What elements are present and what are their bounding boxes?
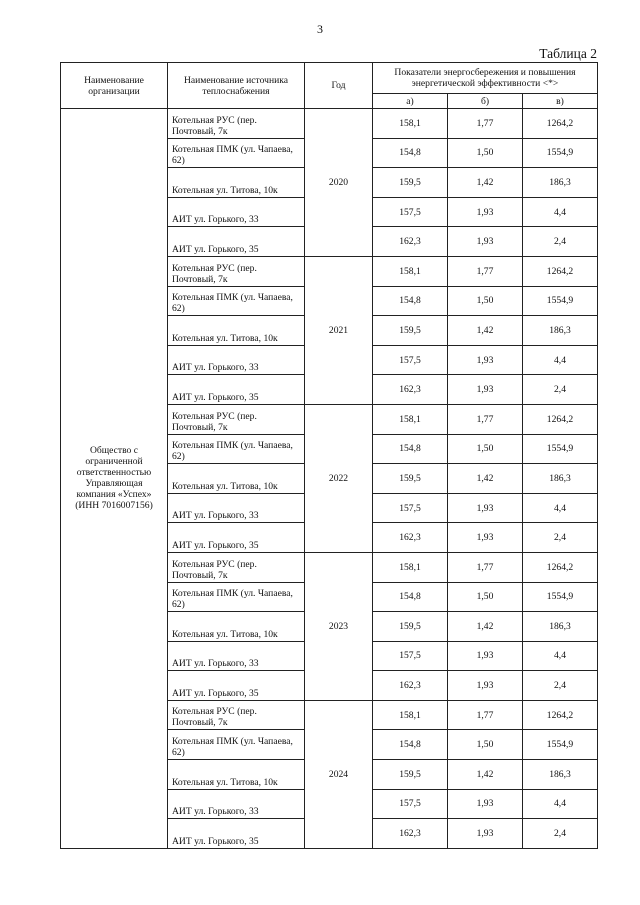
indicator-a-value: 154,8 <box>373 730 448 760</box>
indicator-b-value: 1,42 <box>448 612 523 642</box>
heat-source-name: Котельная ул. Титова, 10к <box>168 760 305 790</box>
heat-source-name: Котельная ПМК (ул. Чапаева, 62) <box>168 286 305 316</box>
heat-source-name: АИТ ул. Горького, 35 <box>168 671 305 701</box>
organization-name: Общество с ограниченной ответственностью Управляющая компания «Успех» (ИНН 7016007156) <box>61 109 168 849</box>
indicator-c-value: 4,4 <box>523 493 598 523</box>
year-cell: 2023 <box>305 552 373 700</box>
table-body <box>61 109 598 849</box>
heat-source-name: Котельная ул. Титова, 10к <box>168 612 305 642</box>
indicator-c-value: 2,4 <box>523 523 598 553</box>
indicator-b-value: 1,42 <box>448 464 523 494</box>
heat-source-name: Котельная ул. Титова, 10к <box>168 464 305 494</box>
indicator-b-value: 1,42 <box>448 316 523 346</box>
indicator-a-value: 154,8 <box>373 286 448 316</box>
year-cell: 2021 <box>305 256 373 404</box>
indicator-b-value: 1,50 <box>448 730 523 760</box>
heat-source-name: Котельная ПМК (ул. Чапаева, 62) <box>168 582 305 612</box>
indicator-c-value: 2,4 <box>523 375 598 405</box>
indicator-c-value: 1264,2 <box>523 256 598 286</box>
indicator-c-value: 186,3 <box>523 612 598 642</box>
indicator-b-value: 1,93 <box>448 789 523 819</box>
indicator-a-value: 162,3 <box>373 375 448 405</box>
indicator-a-value: 159,5 <box>373 464 448 494</box>
indicator-a-value: 159,5 <box>373 612 448 642</box>
indicator-b-value: 1,77 <box>448 256 523 286</box>
indicator-b-value: 1,50 <box>448 582 523 612</box>
indicator-c-value: 4,4 <box>523 197 598 227</box>
heat-source-name: Котельная ул. Титова, 10к <box>168 316 305 346</box>
heat-source-name: Котельная ПМК (ул. Чапаева, 62) <box>168 138 305 168</box>
indicator-b-value: 1,93 <box>448 819 523 849</box>
heat-source-name: Котельная ул. Титова, 10к <box>168 168 305 198</box>
indicator-c-value: 1554,9 <box>523 138 598 168</box>
indicator-b-value: 1,77 <box>448 109 523 139</box>
page-number: 3 <box>317 22 323 36</box>
indicator-c-value: 2,4 <box>523 671 598 701</box>
indicator-b-value: 1,50 <box>448 434 523 464</box>
indicator-a-value: 158,1 <box>373 552 448 582</box>
indicator-b-value: 1,93 <box>448 375 523 405</box>
indicator-c-value: 1264,2 <box>523 700 598 730</box>
indicator-b-value: 1,93 <box>448 197 523 227</box>
indicator-c-value: 1264,2 <box>523 404 598 434</box>
indicator-b-value: 1,93 <box>448 671 523 701</box>
heat-source-name: Котельная РУС (пер. Почтовый, 7к <box>168 404 305 434</box>
indicator-c-value: 4,4 <box>523 789 598 819</box>
indicator-a-value: 154,8 <box>373 582 448 612</box>
indicator-a-value: 158,1 <box>373 256 448 286</box>
year-cell: 2022 <box>305 404 373 552</box>
indicator-a-value: 159,5 <box>373 168 448 198</box>
indicator-a-value: 157,5 <box>373 197 448 227</box>
header-year: Год <box>305 63 373 109</box>
heat-source-name: АИТ ул. Горького, 33 <box>168 789 305 819</box>
indicator-a-value: 162,3 <box>373 523 448 553</box>
indicator-a-value: 157,5 <box>373 789 448 819</box>
indicator-b-value: 1,42 <box>448 760 523 790</box>
indicator-b-value: 1,77 <box>448 700 523 730</box>
indicator-c-value: 1264,2 <box>523 552 598 582</box>
indicator-c-value: 2,4 <box>523 227 598 257</box>
heat-source-name: Котельная РУС (пер. Почтовый, 7к <box>168 700 305 730</box>
table-caption: Таблица 2 <box>539 46 597 61</box>
indicator-a-value: 158,1 <box>373 109 448 139</box>
header-indicators: Показатели энергосбережения и повышения энергетической эффективности <*> <box>373 63 598 94</box>
indicator-c-value: 1554,9 <box>523 730 598 760</box>
indicator-c-value: 186,3 <box>523 168 598 198</box>
year-cell: 2024 <box>305 700 373 848</box>
indicator-a-value: 159,5 <box>373 760 448 790</box>
heat-source-name: АИТ ул. Горького, 35 <box>168 819 305 849</box>
heat-source-name: Котельная ПМК (ул. Чапаева, 62) <box>168 730 305 760</box>
indicator-c-value: 186,3 <box>523 760 598 790</box>
heat-source-name: Котельная РУС (пер. Почтовый, 7к <box>168 109 305 139</box>
indicator-a-value: 158,1 <box>373 404 448 434</box>
energy-efficiency-table <box>60 62 598 849</box>
indicator-a-value: 162,3 <box>373 227 448 257</box>
indicator-b-value: 1,93 <box>448 345 523 375</box>
indicator-c-value: 186,3 <box>523 316 598 346</box>
indicator-a-value: 158,1 <box>373 700 448 730</box>
subheader-c: в) <box>523 94 598 109</box>
heat-source-name: АИТ ул. Горького, 35 <box>168 375 305 405</box>
indicator-a-value: 154,8 <box>373 434 448 464</box>
heat-source-name: Котельная РУС (пер. Почтовый, 7к <box>168 552 305 582</box>
indicator-b-value: 1,93 <box>448 523 523 553</box>
heat-source-name: Котельная РУС (пер. Почтовый, 7к <box>168 256 305 286</box>
indicator-b-value: 1,77 <box>448 404 523 434</box>
subheader-b: б) <box>448 94 523 109</box>
header-organization: Наименование организации <box>61 63 168 109</box>
heat-source-name: АИТ ул. Горького, 33 <box>168 493 305 523</box>
indicator-b-value: 1,77 <box>448 552 523 582</box>
indicator-a-value: 157,5 <box>373 345 448 375</box>
indicator-a-value: 159,5 <box>373 316 448 346</box>
heat-source-name: АИТ ул. Горького, 35 <box>168 227 305 257</box>
indicator-a-value: 157,5 <box>373 493 448 523</box>
indicator-b-value: 1,50 <box>448 286 523 316</box>
indicator-a-value: 162,3 <box>373 671 448 701</box>
indicator-a-value: 162,3 <box>373 819 448 849</box>
heat-source-name: АИТ ул. Горького, 33 <box>168 197 305 227</box>
indicator-b-value: 1,93 <box>448 493 523 523</box>
table-row <box>61 109 598 139</box>
heat-source-name: АИТ ул. Горького, 33 <box>168 345 305 375</box>
indicator-c-value: 1554,9 <box>523 434 598 464</box>
indicator-c-value: 2,4 <box>523 819 598 849</box>
indicator-a-value: 157,5 <box>373 641 448 671</box>
header-source: Наименование источника теплоснабжения <box>168 63 305 109</box>
indicator-b-value: 1,42 <box>448 168 523 198</box>
indicator-c-value: 186,3 <box>523 464 598 494</box>
heat-source-name: Котельная ПМК (ул. Чапаева, 62) <box>168 434 305 464</box>
indicator-c-value: 1554,9 <box>523 582 598 612</box>
heat-source-name: АИТ ул. Горького, 33 <box>168 641 305 671</box>
indicator-b-value: 1,93 <box>448 227 523 257</box>
header-row <box>61 63 598 94</box>
indicator-b-value: 1,93 <box>448 641 523 671</box>
indicator-b-value: 1,50 <box>448 138 523 168</box>
indicator-c-value: 4,4 <box>523 345 598 375</box>
indicator-c-value: 1264,2 <box>523 109 598 139</box>
subheader-a: а) <box>373 94 448 109</box>
heat-source-name: АИТ ул. Горького, 35 <box>168 523 305 553</box>
year-cell: 2020 <box>305 109 373 257</box>
indicator-a-value: 154,8 <box>373 138 448 168</box>
indicator-c-value: 1554,9 <box>523 286 598 316</box>
indicator-c-value: 4,4 <box>523 641 598 671</box>
